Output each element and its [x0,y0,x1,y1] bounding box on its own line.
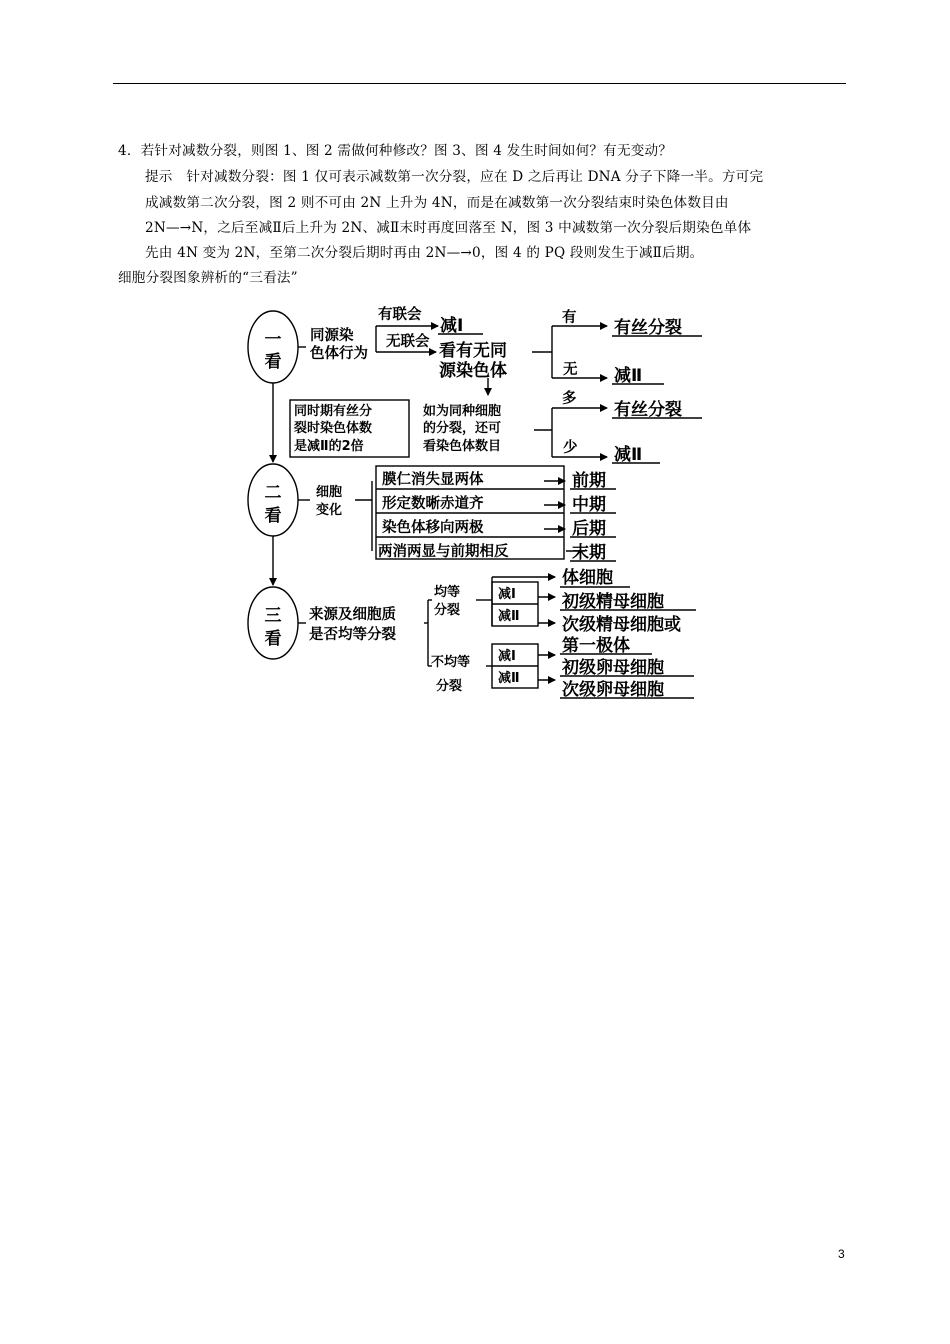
same-cell-text: 的分裂，还可 [423,421,502,436]
look-two-char2: 看 [264,506,282,526]
synapsis-no-label: 无联会 [386,334,430,350]
answer-line: 提示 针对减数分裂：图 1 仅可表示减数第一次分裂，应在 D 之后再让 DNA 分子下降一半。方可完 [145,169,764,185]
phase-rule: 染色体移向两极 [382,520,484,536]
phase-rule: 两消两显与前期相反 [378,544,509,560]
meiosis1-tag: 减Ⅰ [498,649,516,664]
equal-division-label: 均等 [434,585,461,600]
look-one-char1: 一 [264,330,282,350]
answer-line: 先由 4N 变为 2N，至第二次分裂后期时再由 2N—→0，图 4 的 PQ 段则发生于减Ⅱ后期。 [145,245,704,261]
check-homolog-label: 看有无同 [439,341,507,361]
answer-line: 成减数第二次分裂，图 2 则不可由 2N 上升为 4N，而是在减数第一次分裂结束时染色体数目由 [145,195,729,211]
cell-type: 次级精母细胞或 [562,615,681,635]
cell-type: 次级卵母细胞 [562,680,664,700]
check-homolog-label: 源染色体 [439,361,507,381]
source-label: 来源及细胞质 [309,607,396,623]
phase-name: 中期 [572,495,606,515]
less-label: 少 [563,440,578,456]
behavior-label: 色体行为 [310,346,368,362]
meiosis2-tag: 减Ⅱ [498,671,520,686]
compare-box-text: 裂时染色体数 [294,421,373,436]
meiosis1-tag: 减Ⅰ [498,587,516,602]
look-three-char1: 三 [264,606,282,626]
behavior-label: 同源染 [310,328,354,344]
source-label: 是否均等分裂 [309,627,396,643]
phase-name: 末期 [572,543,606,563]
look-one-char2: 看 [264,352,282,372]
more-label: 多 [562,391,577,407]
meiosis2-result: 减Ⅱ [614,445,643,465]
phase-name: 前期 [572,471,606,491]
look-three-char2: 看 [264,629,282,649]
diagram-caption: 细胞分裂图象辨析的“三看法” [118,270,298,286]
none-label: 无 [563,362,578,378]
mitosis-result: 有丝分裂 [614,400,682,420]
cell-type: 初级精母细胞 [562,592,664,612]
equal-division-label: 分裂 [434,603,461,618]
meiosis2-result: 减Ⅱ [614,366,643,386]
phase-rule: 膜仁消失显两体 [382,472,484,488]
has-label: 有 [562,310,577,326]
compare-box-text: 同时期有丝分 [294,404,373,419]
unequal-division-label: 分裂 [436,679,463,694]
mitosis-result: 有丝分裂 [614,318,682,338]
synapsis-yes-label: 有联会 [378,307,422,323]
cell-type: 体细胞 [562,568,613,588]
unequal-division-label: 不均等 [431,655,471,670]
same-cell-text: 如为同种细胞 [423,404,502,419]
cell-change-label: 变化 [316,503,343,518]
cell-change-label: 细胞 [316,485,343,500]
meiosis2-tag: 减Ⅱ [498,609,520,624]
cell-type: 第一极体 [562,636,630,656]
same-cell-text: 看染色体数目 [423,439,502,454]
answer-line: 2N—→N，之后至减Ⅱ后上升为 2N、减Ⅱ末时再度回落至 N，图 3 中减数第一次分裂后期染色单体 [145,220,752,236]
compare-box-text: 是减Ⅱ的2倍 [294,439,364,454]
page-number: 3 [838,1247,845,1261]
phase-name: 后期 [572,519,606,539]
cell-type: 初级卵母细胞 [562,658,664,678]
meiosis1-result: 减Ⅰ [440,316,464,336]
question-line: 4．若针对减数分裂，则图 1、图 2 需做何种修改？图 3、图 4 发生时间如何？有无变动？ [118,143,673,159]
phase-rule: 形定数晰赤道齐 [382,496,484,512]
look-two-char1: 二 [264,483,282,503]
